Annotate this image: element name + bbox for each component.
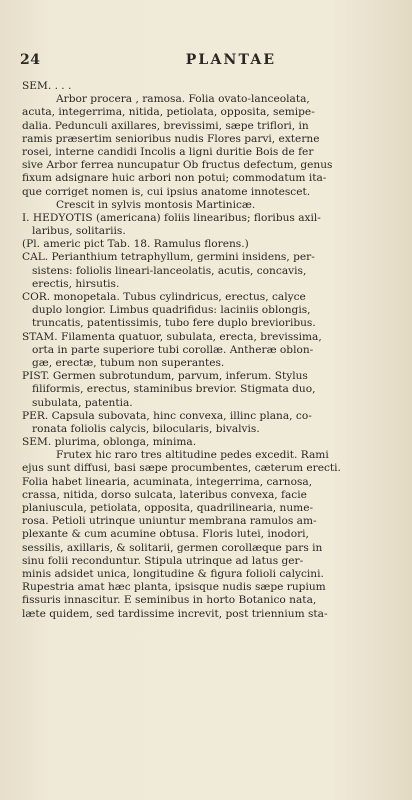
text-line: acuta, integerrima, nitida, petiolata, opposita, semipe- [22,106,315,119]
text-line: Folia habet linearia, acuminata, integerrima, carnosa, [22,475,313,488]
text-line: I. HEDYOTIS (americana) foliis linearibus; floribus axil- [22,211,321,224]
text-line: læte quidem, sed tardissime increvit, post triennium sta- [22,607,328,620]
text-line: ramis præsertim senioribus nudis Flores parvi, externe [22,132,320,145]
text-line: truncatis, patentissimis, tubo fere duplo brevioribus. [32,317,316,330]
text-line: minis adsidet unica, longitudine & figura folioli calycini. [22,567,324,580]
text-line: crassa, nitida, dorso sulcata, lateribus convexa, facie [22,488,307,501]
text-line: plexante & cum acumine obtusa. Floris lutei, inodori, [22,528,309,541]
body-text [22,80,404,621]
text-line: SEM. . . . [22,80,72,92]
text-line: SEM. plurima, oblonga, minima. [22,436,197,449]
text-line: Frutex hic raro tres altitudine pedes excedit. Rami [56,449,329,462]
text-line: STAM. Filamenta quatuor, subulata, erecta, brevissima, [22,330,322,343]
text-line: sistens: foliolis lineari-lanceolatis, acutis, concavis, [32,264,307,277]
text-line: laribus, solitariis. [32,225,126,238]
page-header [20,52,402,70]
text-line: sinu folii reconduntur. Stipula utrinque ad latus ger- [22,554,304,567]
text-line: CAL. Perianthium tetraphyllum, germini insidens, per- [22,251,315,264]
text-line: planiuscula, petiolata, opposita, quadrilinearia, nume- [22,502,314,514]
text-line: filiformis, erectus, staminibus brevior. Stigmata duo, [32,383,316,396]
text-line: que corriget nomen is, cui ipsius anatome innotescet. [22,185,311,198]
text-line: duplo longior. Limbus quadrifidus: laciniis oblongis, [32,304,311,317]
text-line: ejus sunt diffusi, basi sæpe procumbentes, cæterum erecti. [22,462,341,475]
text-line: ronata foliolis calycis, bilocularis, bivalvis. [32,422,260,435]
text-line: fixum adsignare huic arbori non potui; commodatum ita- [22,172,327,185]
text-line: sessilis, axillaris, & solitarii, germen corollæque pars in [22,541,323,554]
text-line: (Pl. americ pict Tab. 18. Ramulus florens.) [22,238,249,251]
text-line: fissuris innascitur. E seminibus in horto Botanico nata, [22,594,317,607]
running-title: PLANTAE [185,52,277,68]
text-line: COR. monopetala. Tubus cylindricus, erectus, calyce [22,291,306,303]
text-line: gæ, erectæ, tubum non superantes. [32,356,225,369]
text-line: rosei, interne candidi Incolis a ligni duritie Bois de fer [22,145,314,158]
text-line: erectis, hirsutis. [32,277,120,290]
text-line: rosa. Petioli utrinque uniuntur membrana ramulos am- [22,515,317,528]
page-number: 24 [20,52,41,68]
text-line: Rupestria amat hæc planta, ipsisque nudis sæpe rupium [22,581,326,594]
text-line: Arbor procera , ramosa. Folia ovato-lanceolata, [56,93,310,106]
text-line: subulata, patentia. [32,396,133,409]
text-line: dalia. Pedunculi axillares, brevissimi, sæpe triflori, in [22,119,309,132]
text-line: PIST. Germen subrotundum, parvum, inferum. Stylus [22,370,308,383]
text-line: PER. Capsula subovata, hinc convexa, illinc plana, co- [22,409,312,422]
text-line: Crescit in sylvis montosis Martinicæ. [56,198,256,211]
text-line: sive Arbor ferrea nuncupatur Ob fructus defectum, genus [22,159,333,172]
text-line: orta in parte superiore tubi corollæ. Antheræ oblon- [32,343,314,356]
